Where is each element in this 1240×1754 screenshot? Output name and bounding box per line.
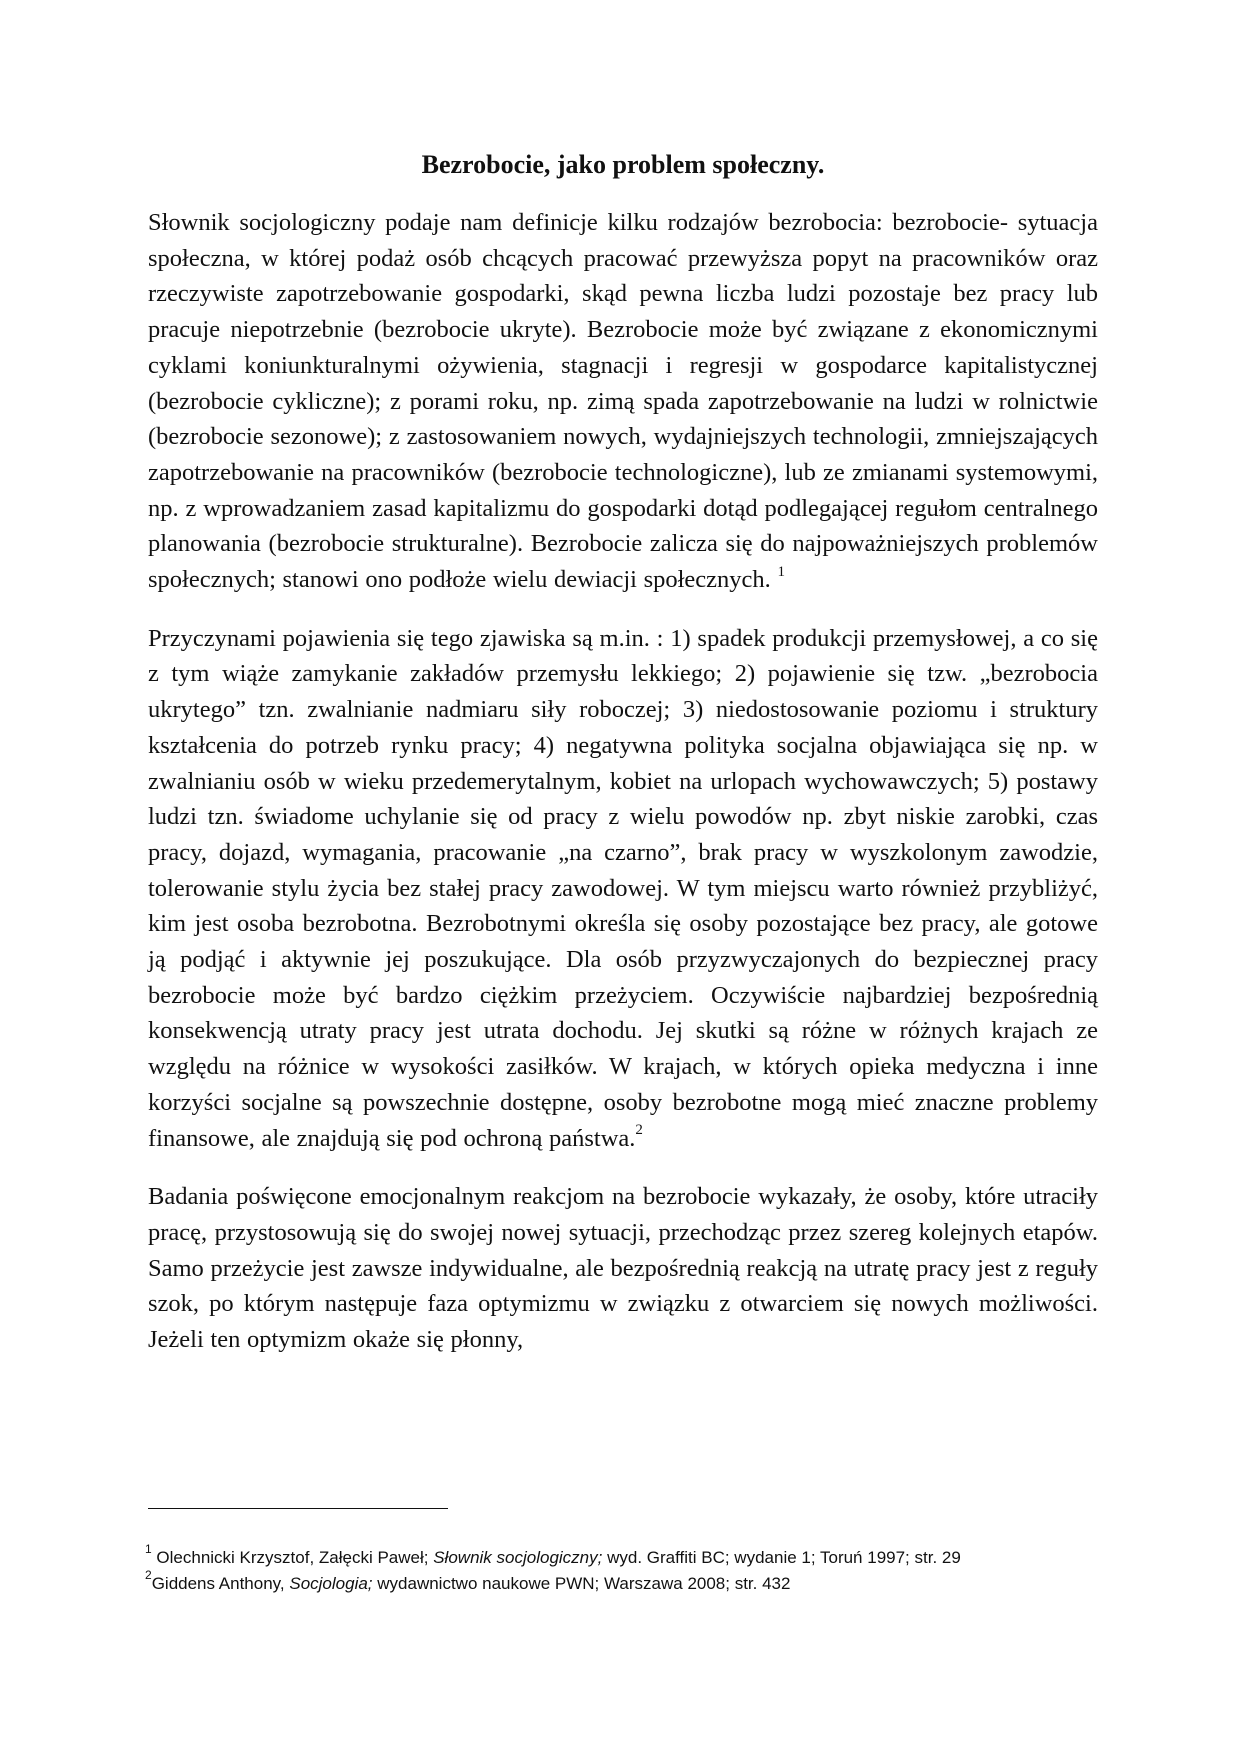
footnote-author: Olechnicki Krzysztof, Załęcki Paweł;: [151, 1548, 434, 1567]
footnote-number: 1: [145, 1542, 152, 1557]
footnote-author: Giddens Anthony,: [151, 1574, 290, 1593]
footnote-2: [145, 1568, 1045, 1597]
paragraph-emotional-reactions: [148, 1179, 1098, 1358]
footnote-work-title: Socjologia;: [289, 1574, 373, 1593]
paragraph-definitions: [148, 205, 1098, 598]
footnote-work-title: Słownik socjologiczny;: [433, 1548, 603, 1567]
footnote-1: [145, 1542, 1045, 1571]
footnote-ref-1[interactable]: 1: [777, 563, 785, 580]
footnote-publication: wyd. Graffiti BC; wydanie 1; Toruń 1997; str. 29: [602, 1548, 961, 1567]
footnote-separator: [148, 1508, 448, 1509]
paragraph-text: Przyczynami pojawienia się tego zjawiska są m.in. : 1) spadek produkcji przemysłowej, a co się z tym wiąże zamykanie zakładów przemysłu lekkiego; 2) pojawienie się tzw. „bezrobocia ukrytego” tzn. zwalnianie nadmiaru siły roboczej; 3) niedostosowanie poziomu i struktury kształcenia do potrzeb rynku pracy; 4) negatywna polityka socjalna objawiająca się np. w zwalnianiu osób w wieku przedemerytalnym, kobiet na urlopach wychowawczych; 5) postawy ludzi tzn. świadome uchylanie się od pracy z wielu powodów np. zbyt niskie zarobki, czas pracy, dojazd, wymagania, pracowanie „na czarno”, brak pracy w wyszkolonym zawodzie, tolerowanie stylu życia bez stałej pracy zawodowej. W tym miejscu warto również przybliżyć, kim jest osoba bezrobotna. Bezrobotnymi określa się osoby pozostające bez pracy, ale gotowe ją podjąć i aktywnie jej poszukujące. Dla osób przyzwyczajonych do bezpiecznej pracy bezrobocie może być bardzo ciężkim przeżyciem. Oczywiście najbardziej bezpośrednią konsekwencją utraty pracy jest utrata dochodu. Jej skutki są różne w różnych krajach ze względu na różnice w wysokości zasiłków. W krajach, w których opieka medyczna i inne korzyści socjalne są powszechnie dostępne, osoby bezrobotne mogą mieć znaczne problemy finansowe, ale znajdują się pod ochroną państwa.: [148, 624, 1098, 1152]
paragraph-text: Słownik socjologiczny podaje nam definicje kilku rodzajów bezrobocia: bezrobocie- sytuacja społeczna, w której podaż osób chcących pracować przewyższa popyt na pracowników oraz rzeczywiste zapotrzebowanie gospodarki, skąd pewna liczba ludzi pozostaje bez pracy lub pracuje niepotrzebnie (bezrobocie ukryte). Bezrobocie może być związane z ekonomicznymi cyklami koniunkturalnymi ożywienia, stagnacji i regresji w gospodarce kapitalistycznej (bezrobocie cykliczne); z porami roku, np. zimą spada zapotrzebowanie na ludzi w rolnictwie (bezrobocie sezonowe); z zastosowaniem nowych, wydajniejszych technologii, zmniejszających zapotrzebowanie na pracowników (bezrobocie technologiczne), lub ze zmianami systemowymi, np. z wprowadzaniem zasad kapitalizmu do gospodarki dotąd podlegającej regułom centralnego planowania (bezrobocie strukturalne). Bezrobocie zalicza się do najpoważniejszych problemów społecznych; stanowi ono podłoże wielu dewiacji społecznych.: [148, 209, 1098, 594]
document-body: [148, 205, 1098, 1358]
footnote-ref-2[interactable]: 2: [635, 1122, 643, 1139]
footnote-publication: wydawnictwo naukowe PWN; Warszawa 2008; str. 432: [372, 1574, 791, 1593]
footnote-number: 2: [145, 1568, 152, 1583]
paragraph-text: Badania poświęcone emocjonalnym reakcjom na bezrobocie wykazały, że osoby, które utraciły pracę, przystosowują się do swojej nowej sytuacji, przechodząc przez szereg kolejnych etapów. Samo przeżycie jest zawsze indywidualne, ale bezpośrednią reakcją na utratę pracy jest z reguły szok, po którym następuje faza optymizmu w związku z otwarciem się nowych możliwości. Jeżeli ten optymizm okaże się płonny,: [148, 1183, 1098, 1354]
footnotes: [145, 1542, 1045, 1597]
page-title: Bezrobocie, jako problem społeczny.: [421, 150, 825, 179]
paragraph-causes: [148, 621, 1098, 1157]
